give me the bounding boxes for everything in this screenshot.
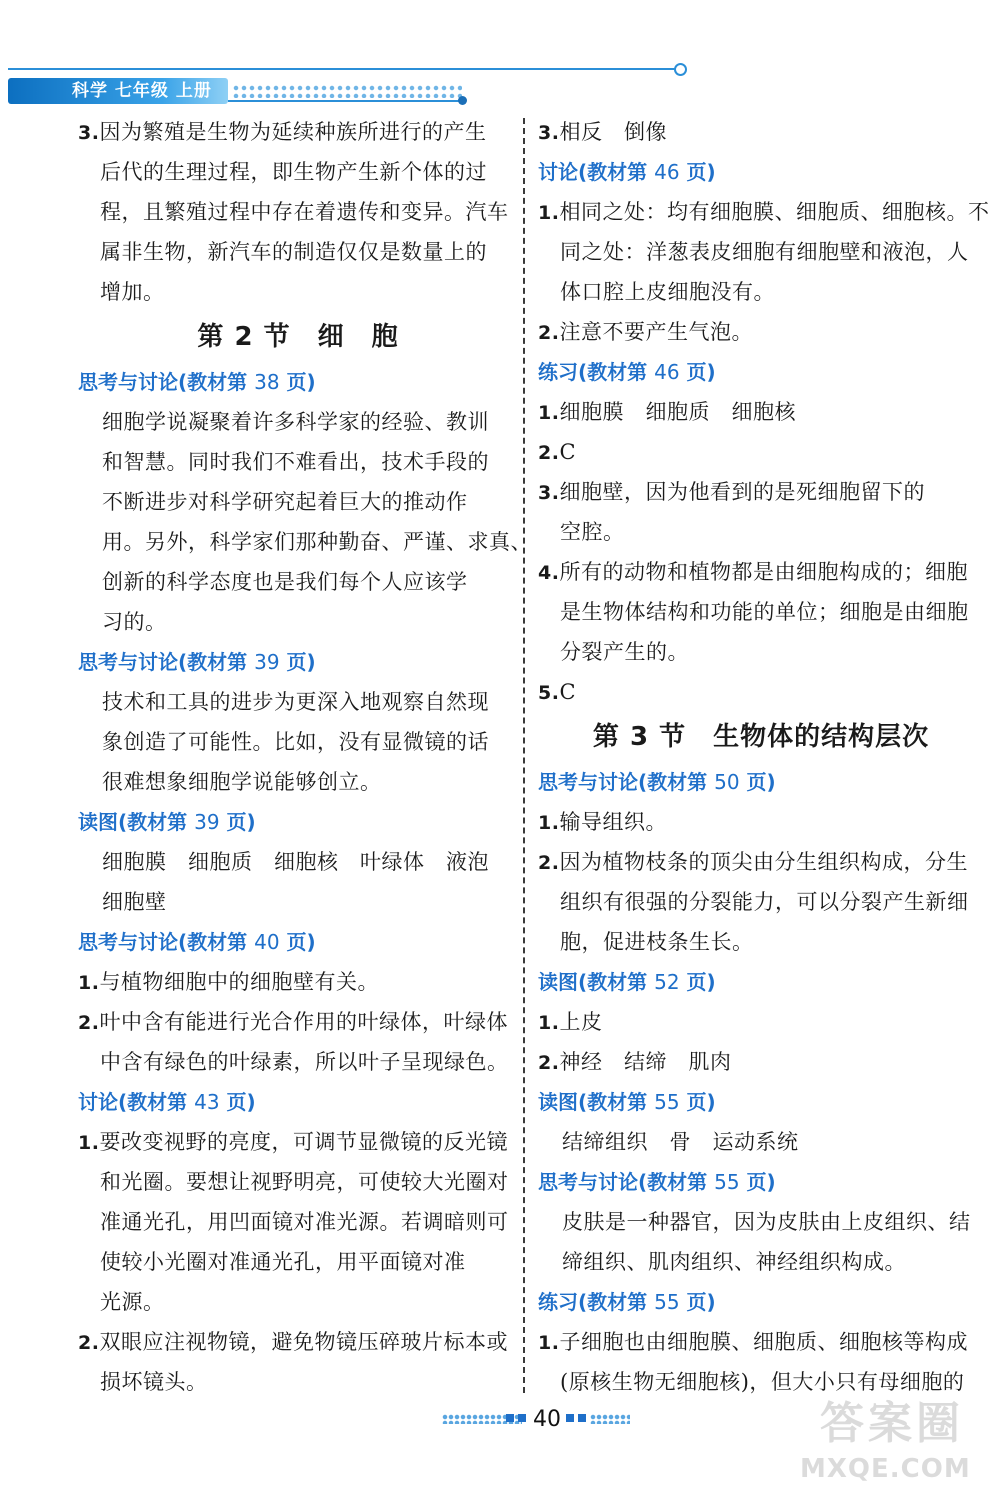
heading-label: 练习(教材第: [538, 360, 655, 384]
item-text: 子细胞也由细胞膜、细胞质、细胞核等构成: [559, 1330, 968, 1354]
heading-suffix: 页): [219, 810, 256, 834]
paragraph-line: 细胞壁: [102, 890, 167, 914]
answer-item: [78, 1002, 518, 1042]
answer-item: [538, 1322, 984, 1362]
subsection-heading: [538, 1082, 984, 1122]
item-text: 相反 倒像: [559, 120, 667, 144]
text-line: 用。另外，科学家们那种勤奋、严谨、求真、: [102, 530, 532, 554]
subsection-heading: [538, 352, 984, 392]
subsection-heading: [538, 1282, 984, 1322]
heading-label: 读图(教材第: [538, 970, 655, 994]
item-text: 上皮: [559, 1010, 603, 1034]
subsection-heading: [78, 1082, 518, 1122]
item-text: 输导组织。: [559, 810, 667, 834]
item-number: 2.: [538, 322, 560, 344]
text-line: 同之处：洋葱表皮细胞有细胞壁和液泡，人: [560, 240, 969, 264]
answer-item: [78, 1122, 518, 1162]
text-line: 胞，促进枝条生长。: [560, 930, 754, 954]
right-column: [538, 112, 990, 1402]
answer-item: [78, 112, 518, 152]
heading-suffix: 页): [279, 370, 316, 394]
heading-label: 思考与讨论(教材第: [538, 770, 715, 794]
running-header: [0, 64, 690, 104]
item-text: 与植物细胞中的细胞壁有关。: [99, 970, 379, 994]
section-title: 第 2 节 细 胞: [197, 322, 399, 352]
answer-item: [538, 112, 984, 152]
heading-label: 读图(教材第: [538, 1090, 655, 1114]
heading-suffix: 页): [739, 1170, 776, 1194]
text-line: 准通光孔，用凹面镜对准光源。若调暗则可: [100, 1210, 509, 1234]
text-line: 创新的科学态度也是我们每个人应该学: [102, 570, 468, 594]
footer-dot-pattern-right: [590, 1414, 630, 1424]
heading-page-number: 55: [654, 1290, 680, 1314]
item-text: 双眼应注视物镜，避免物镜压碎玻片标本或: [99, 1330, 508, 1354]
item-number: 3.: [538, 482, 560, 504]
item-number: 3.: [78, 122, 100, 144]
paragraph-line: 技术和工具的进步为更深入地观察自然现: [102, 690, 489, 714]
subsection-heading: [78, 922, 518, 962]
paragraph-line: 细胞膜 细胞质 细胞核 叶绿体 液泡: [102, 850, 489, 874]
answer-item: [78, 1322, 518, 1362]
text-line: 后代的生理过程，即生物产生新个体的过: [100, 160, 487, 184]
header-rule-bottom: [228, 100, 464, 102]
answer-item: [538, 312, 984, 352]
paragraph-line: 细胞学说凝聚着许多科学家的经验、教训: [102, 410, 489, 434]
heading-label: 讨论(教材第: [538, 160, 655, 184]
paragraph-line: 皮肤是一种器官，因为皮肤由上皮组织、结: [562, 1210, 971, 1234]
page-footer: [420, 1400, 640, 1440]
subsection-heading: [538, 962, 984, 1002]
item-text: 细胞膜 细胞质 细胞核: [559, 400, 796, 424]
item-number: 2.: [538, 442, 560, 464]
text-line: 组织有很强的分裂能力，可以分裂产生新细: [560, 890, 969, 914]
answer-item: [538, 802, 984, 842]
text-line: 程，且繁殖过程中存在着遗传和变异。汽车: [100, 200, 509, 224]
header-dot-pattern: [232, 84, 462, 98]
heading-page-number: 43: [194, 1090, 220, 1114]
heading-suffix: 页): [679, 160, 716, 184]
paragraph-line: 结缔组织 骨 运动系统: [562, 1130, 799, 1154]
heading-label: 讨论(教材第: [78, 1090, 195, 1114]
answer-item: [538, 672, 984, 712]
text-line: 属非生物，新汽车的制造仅仅是数量上的: [100, 240, 487, 264]
text-line: 不断进步对科学研究起着巨大的推动作: [102, 490, 468, 514]
heading-page-number: 52: [654, 970, 680, 994]
subsection-heading: [78, 642, 518, 682]
item-text: 注意不要产生气泡。: [559, 320, 753, 344]
heading-suffix: 页): [679, 1290, 716, 1314]
heading-page-number: 40: [254, 930, 280, 954]
header-ornament-dot: [458, 96, 467, 105]
text-line: 习的。: [102, 610, 167, 634]
header-title: 科学 七年级 上册: [72, 81, 212, 101]
item-number: 1.: [538, 1012, 560, 1034]
item-number: 4.: [538, 562, 560, 584]
answer-item: [538, 392, 984, 432]
answer-item: [538, 842, 984, 882]
item-text: 细胞壁，因为他看到的是死细胞留下的: [559, 480, 925, 504]
watermark-url: MXQE.COM: [800, 1454, 971, 1484]
answer-item: [78, 962, 518, 1002]
text-line: 和光圈。要想让视野明亮，可使较大光圈对: [100, 1170, 509, 1194]
heading-suffix: 页): [739, 770, 776, 794]
heading-label: 练习(教材第: [538, 1290, 655, 1314]
heading-page-number: 50: [714, 770, 740, 794]
text-line: 体口腔上皮细胞没有。: [560, 280, 775, 304]
text-line: 使较小光圈对准通光孔，用平面镜对准: [100, 1250, 466, 1274]
item-text: 神经 结缔 肌肉: [559, 1050, 732, 1074]
item-number: 1.: [78, 972, 100, 994]
text-line: 空腔。: [560, 520, 625, 544]
text-line: (原核生物无细胞核)，但大小只有母细胞的: [560, 1370, 965, 1394]
answer-item: [538, 432, 984, 472]
heading-label: 思考与讨论(教材第: [78, 370, 255, 394]
heading-page-number: 46: [654, 160, 680, 184]
heading-suffix: 页): [279, 650, 316, 674]
section-title: 第 3 节 生物体的结构层次: [592, 722, 930, 752]
text-line: 光源。: [100, 1290, 165, 1314]
heading-page-number: 46: [654, 360, 680, 384]
text-line: 象创造了可能性。比如，没有显微镜的话: [102, 730, 489, 754]
heading-suffix: 页): [679, 970, 716, 994]
item-text: 叶中含有能进行光合作用的叶绿体，叶绿体: [99, 1010, 508, 1034]
item-text: 要改变视野的亮度，可调节显微镜的反光镜: [99, 1130, 508, 1154]
heading-suffix: 页): [679, 1090, 716, 1114]
item-text: 因为繁殖是生物为延续种族所进行的产生: [99, 120, 487, 144]
footer-square-ornament: [578, 1414, 586, 1422]
text-line: 损坏镜头。: [100, 1370, 208, 1394]
subsection-heading: [78, 802, 518, 842]
header-rule-top: [8, 68, 680, 70]
heading-label: 思考与讨论(教材第: [78, 930, 255, 954]
item-text: 相同之处：均有细胞膜、细胞质、细胞核。不: [559, 200, 990, 224]
item-number: 1.: [538, 402, 560, 424]
answer-item: [538, 192, 990, 232]
item-text: 因为植物枝条的顶尖由分生组织构成，分生: [559, 850, 968, 874]
text-line: 中含有绿色的叶绿素，所以叶子呈现绿色。: [100, 1050, 509, 1074]
item-number: 1.: [538, 1332, 560, 1354]
heading-page-number: 38: [254, 370, 280, 394]
text-line: 分裂产生的。: [560, 640, 689, 664]
text-line: 和智慧。同时我们不难看出，技术手段的: [102, 450, 489, 474]
item-number: 3.: [538, 122, 560, 144]
text-line: 是生物体结构和功能的单位；细胞是由细胞: [560, 600, 969, 624]
watermark-text: 答案圈: [820, 1398, 964, 1449]
heading-suffix: 页): [219, 1090, 256, 1114]
footer-square-ornament: [566, 1414, 574, 1422]
item-number: 1.: [78, 1132, 100, 1154]
text-line: 很难想象细胞学说能够创立。: [102, 770, 382, 794]
footer-square-ornament: [518, 1414, 526, 1422]
text-line: 增加。: [100, 280, 165, 304]
item-number: 5.: [538, 682, 560, 704]
page-number: 40: [533, 1407, 561, 1432]
subsection-heading: [538, 762, 984, 802]
left-column: [78, 112, 532, 1402]
answer-item: [538, 1042, 984, 1082]
header-ornament-circle: [674, 63, 687, 76]
answer-item: [538, 472, 984, 512]
item-text: 所有的动物和植物都是由细胞构成的；细胞: [559, 560, 968, 584]
heading-page-number: 39: [254, 650, 280, 674]
item-text: C: [559, 680, 577, 704]
heading-page-number: 39: [194, 810, 220, 834]
column-divider: [523, 118, 525, 1393]
item-number: 1.: [538, 812, 560, 834]
heading-suffix: 页): [279, 930, 316, 954]
item-number: 1.: [538, 202, 560, 224]
item-number: 2.: [78, 1012, 100, 1034]
answer-item: [538, 1002, 984, 1042]
watermark-logo: [800, 1396, 990, 1488]
item-text: C: [559, 440, 577, 464]
item-number: 2.: [78, 1332, 100, 1354]
subsection-heading: [78, 362, 518, 402]
heading-label: 读图(教材第: [78, 810, 195, 834]
heading-page-number: 55: [654, 1090, 680, 1114]
item-number: 2.: [538, 1052, 560, 1074]
subsection-heading: [538, 152, 984, 192]
heading-label: 思考与讨论(教材第: [538, 1170, 715, 1194]
subsection-heading: [538, 1162, 984, 1202]
item-number: 2.: [538, 852, 560, 874]
heading-page-number: 55: [714, 1170, 740, 1194]
answer-item: [538, 552, 984, 592]
footer-square-ornament: [506, 1414, 514, 1422]
heading-label: 思考与讨论(教材第: [78, 650, 255, 674]
text-line: 缔组织、肌肉组织、神经组织构成。: [562, 1250, 906, 1274]
heading-suffix: 页): [679, 360, 716, 384]
